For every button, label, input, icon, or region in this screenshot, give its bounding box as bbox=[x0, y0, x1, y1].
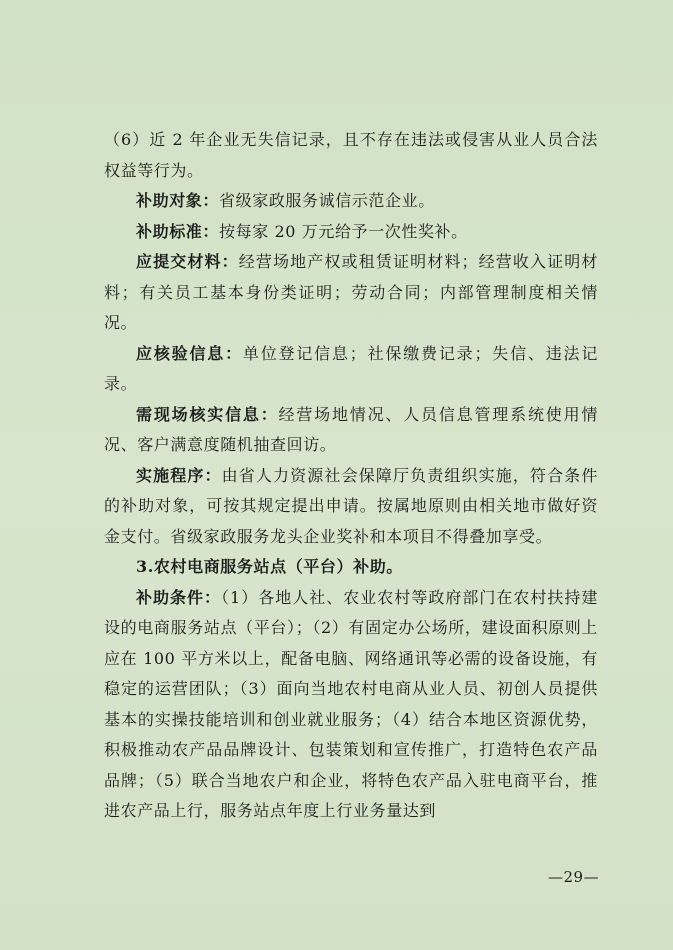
paragraph-text: 单位登记信息；社保缴费记录；失信、违法记录。 bbox=[104, 343, 598, 393]
paragraph-onsite-verification bbox=[104, 400, 598, 461]
paragraph-text: 由省人力资源社会保障厅负责组织实施，符合条件的补助对象，可按其规定提出申请。按属地原则由相关地市做好资金支付。省级家政服务龙头企业奖补和本项目不得叠加享受。 bbox=[104, 465, 598, 546]
paragraph-label: 需现场核实信息： bbox=[136, 404, 279, 424]
paragraph-label: 补助标准： bbox=[136, 221, 220, 241]
document-body bbox=[104, 125, 598, 827]
paragraph-subsidy-standard bbox=[104, 217, 598, 248]
paragraph-label: 应提交材料： bbox=[136, 252, 239, 271]
paragraph-subsidy-target bbox=[104, 186, 598, 217]
paragraph-item-6 bbox=[104, 125, 598, 186]
paragraph-text: 经营场地产权或租赁证明材料；经营收入证明材料；有关员工基本身份类证明；劳动合同；内部管理制度相关情况。 bbox=[104, 252, 598, 332]
paragraph-label: 应核验信息： bbox=[136, 343, 243, 363]
paragraph-implementation bbox=[104, 461, 598, 553]
paragraph-text: （1）各地人社、农业农村等政府部门在农村扶持建设的电商服务站点（平台）；（2）有固定办公场所，建设面积原则上应在 100 平方米以上，配备电脑、网络通讯等必需的设备设施，有稳定的运营团队；（3）面向当地农村电商从业人员、初创人员提供基本的实操技能培训和创业就业服务；（4）结合本地区资源优势，积极推动农产品品牌设计、包装策划和宣传推广，打造特色农产品品牌；（5）联合当地农户和企业，将特色农产品入驻电商平台，推进农产品上行，服务站点年度上行业务量达到 bbox=[104, 587, 598, 820]
paragraph-text: 省级家政服务诚信示范企业。 bbox=[219, 191, 435, 210]
paragraph-text: 按每家 20 万元给予一次性奖补。 bbox=[219, 221, 468, 241]
paragraph-label: 补助对象： bbox=[136, 191, 220, 210]
paragraph-verification-info bbox=[104, 339, 598, 400]
page-number: —29— bbox=[548, 868, 600, 886]
paragraph-label: 补助条件： bbox=[136, 587, 222, 607]
paragraph-subsidy-conditions bbox=[104, 583, 598, 827]
paragraph-text: 经营场地情况、人员信息管理系统使用情况、客户满意度随机抽查回访。 bbox=[104, 404, 598, 454]
paragraph-text: （6）近 2 年企业无失信记录，且不存在违法或侵害从业人员合法权益等行为。 bbox=[104, 130, 598, 180]
paragraph-required-materials bbox=[104, 247, 598, 339]
section-heading: 3.农村电商服务站点（平台）补助。 bbox=[136, 557, 403, 576]
paragraph-label: 实施程序： bbox=[136, 465, 222, 485]
